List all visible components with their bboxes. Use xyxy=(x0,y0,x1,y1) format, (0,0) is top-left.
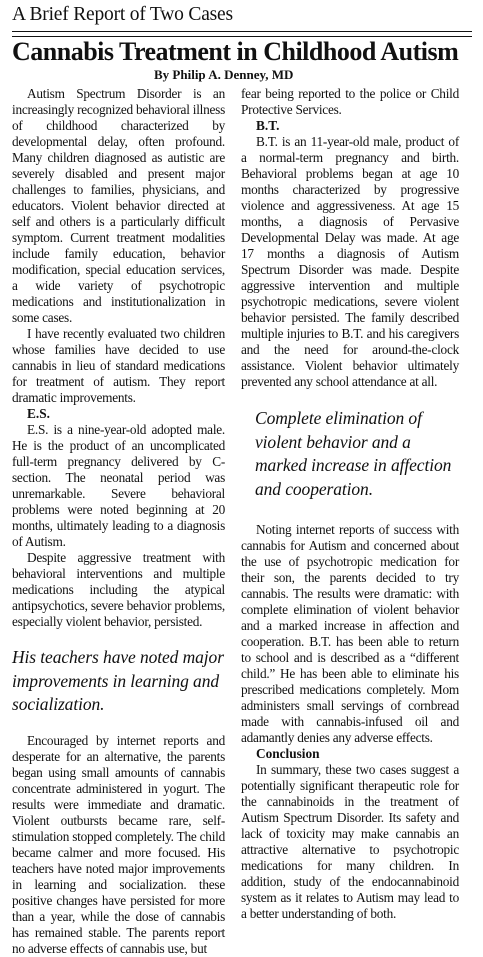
case-heading-es: E.S. xyxy=(27,406,50,421)
article-title: Cannabis Treatment in Childhood Autism xyxy=(12,37,459,66)
bt-paragraph-1: B.T. is an 11-year-old male, product of a normal-term pregnancy and birth. Behavioral problems began at age 10 months characterized by progressive violence and aggressiveness. At age 15 months, a diagnosis of Pervasive Developmental Delay was made. At age 17 months a diagnosis of Autism Spectrum Disorder was made. Despite aggressive intervention and multiple psychotropic medications, severe violent behavior persisted. The family described multiple injuries to B.T. and his caregivers and the need for around-the-clock assistance. Violent behavior ultimately prevented any school attendance at all. xyxy=(241,134,459,389)
pull-quote-bt: Complete elimination of violent behavior and a marked increase in affection and cooperation. xyxy=(255,408,452,499)
continued-paragraph: fear being reported to the police or Child Protective Services. xyxy=(241,86,459,117)
article-kicker: A Brief Report of Two Cases xyxy=(12,4,233,25)
es-paragraph-1: E.S. is a nine-year-old adopted male. He is the product of an uncomplicated full-term pregnancy delivered by C-section. The neonatal period was unremarkable. Severe behavioral problems were noted beginning at 20 months, ultimately leading to a diagnosis of Autism. xyxy=(12,422,225,549)
byline: By Philip A. Denney, MD xyxy=(154,67,294,82)
es-paragraph-2: Despite aggressive treatment with behavioral interventions and multiple medications including the atypical antipsychotics, severe behavior problems, especially violent behavior, persisted. xyxy=(12,550,225,629)
pull-quote-es: His teachers have noted major improvements in learning and socialization. xyxy=(12,647,224,714)
conclusion-heading: Conclusion xyxy=(256,746,320,761)
right-column xyxy=(241,86,459,922)
conclusion-paragraph: In summary, these two cases suggest a potentially significant therapeutic role for the cannabinoids in the treatment of Autism Spectrum Disorder. Its safety and lack of toxicity may make cannabis an attractive alternative to psychotropic medications for many children. In addition, study of the endocannabinoid system as it relates to Autism may lead to a better understanding of both. xyxy=(241,762,459,921)
intro-paragraph: Autism Spectrum Disorder is an increasingly recognized behavioral illness of childhood characterized by developmental delay, often profound. Many children diagnosed as autistic are severely disabled and present major challenges to families, physicians, and educators. Violent behavior directed at self and others is a particularly difficult symptom. Current treatment modalities include family education, behavior modification, special education services, a wide variety of psychotropic medications and institutionalization in some cases. xyxy=(12,86,225,325)
bt-paragraph-2: Noting internet reports of success with cannabis for Autism and concerned about the use of psychotropic medication for their son, the parents decided to try cannabis. The results were dramatic: with complete elimination of violent behavior and a marked increase in affection and cooperation. B.T. has been able to return to school and is described as a “different child.” He has been able to eliminate his prescribed medications completely. Mom administers small servings of cornbread made with cannabis-infused oil and adamantly denies any adverse effects. xyxy=(241,522,459,745)
evaluated-paragraph: I have recently evaluated two children whose families have decided to use cannabis in lieu of standard medications for treatment of autism. They report dramatic improvements. xyxy=(12,326,225,405)
kicker-underline xyxy=(12,31,472,32)
es-paragraph-3: Encouraged by internet reports and desperate for an alternative, the parents began using small amounts of cannabis concentrate administered in yogurt. The results were immediate and dramatic. Violent outbursts became rare, self-stimulation stopped completely. The child became calmer and more focused. His teachers have noted major improvements in learning and socialization. these positive changes have persisted for more than a year, while the dose of cannabis has remained stable. The parents report no adverse effects of cannabis use, but xyxy=(12,732,225,956)
case-heading-bt: B.T. xyxy=(256,118,280,133)
left-column xyxy=(12,86,225,957)
